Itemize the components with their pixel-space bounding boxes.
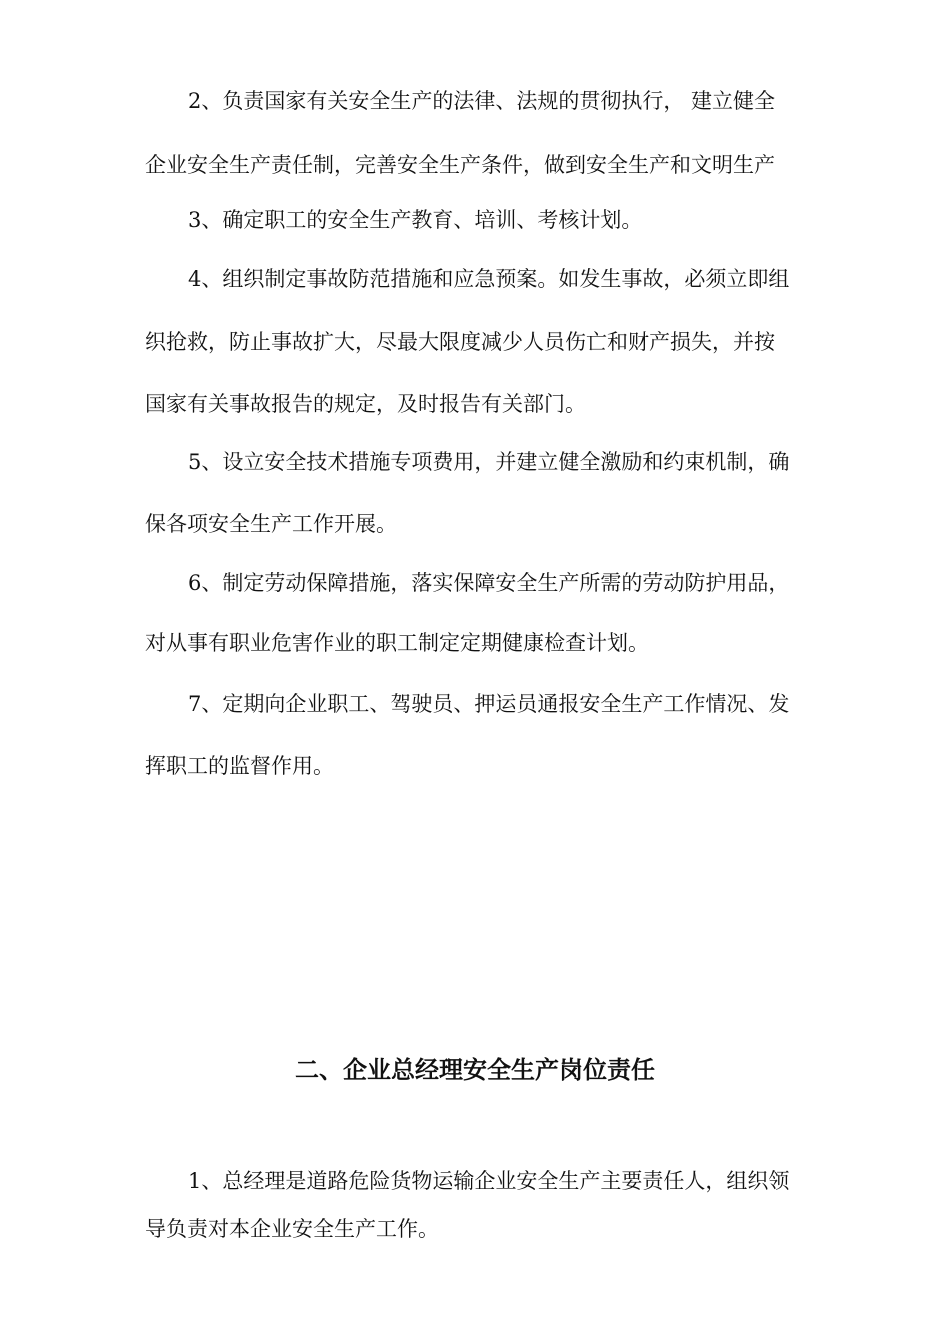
item-7-line-2: 挥职工的监督作用。	[145, 754, 334, 778]
item-2-line-1: 2、负责国家有关安全生产的法律、法规的贯彻执行， 建立健全	[188, 89, 776, 113]
item-3-line-1: 3、确定职工的安全生产教育、培训、考核计划。	[188, 208, 643, 232]
item-4-line-3: 国家有关事故报告的规定，及时报告有关部门。	[145, 392, 586, 416]
item-4-line-1: 4、组织制定事故防范措施和应急预案。如发生事故，必须立即组	[188, 267, 790, 291]
section-heading: 二、企业总经理安全生产岗位责任	[295, 1056, 655, 1084]
item-7-line-1: 7、定期向企业职工、驾驶员、押运员通报安全生产工作情况、发	[188, 692, 790, 716]
item-6-line-1: 6、制定劳动保障措施，落实保障安全生产所需的劳动防护用品，	[188, 571, 790, 595]
item-2-line-2: 企业安全生产责任制，完善安全生产条件，做到安全生产和文明生产	[145, 153, 775, 177]
item-5-line-2: 保各项安全生产工作开展。	[145, 512, 397, 536]
s2-item-1-line-1: 1、总经理是道路危险货物运输企业安全生产主要责任人，组织领	[188, 1169, 790, 1193]
item-5-line-1: 5、设立安全技术措施专项费用，并建立健全激励和约束机制，确	[188, 450, 790, 474]
item-4-line-2: 织抢救，防止事故扩大，尽最大限度减少人员伤亡和财产损失，并按	[145, 330, 775, 354]
s2-item-1-line-2: 导负责对本企业安全生产工作。	[145, 1217, 439, 1241]
item-6-line-2: 对从事有职业危害作业的职工制定定期健康检查计划。	[145, 631, 649, 655]
